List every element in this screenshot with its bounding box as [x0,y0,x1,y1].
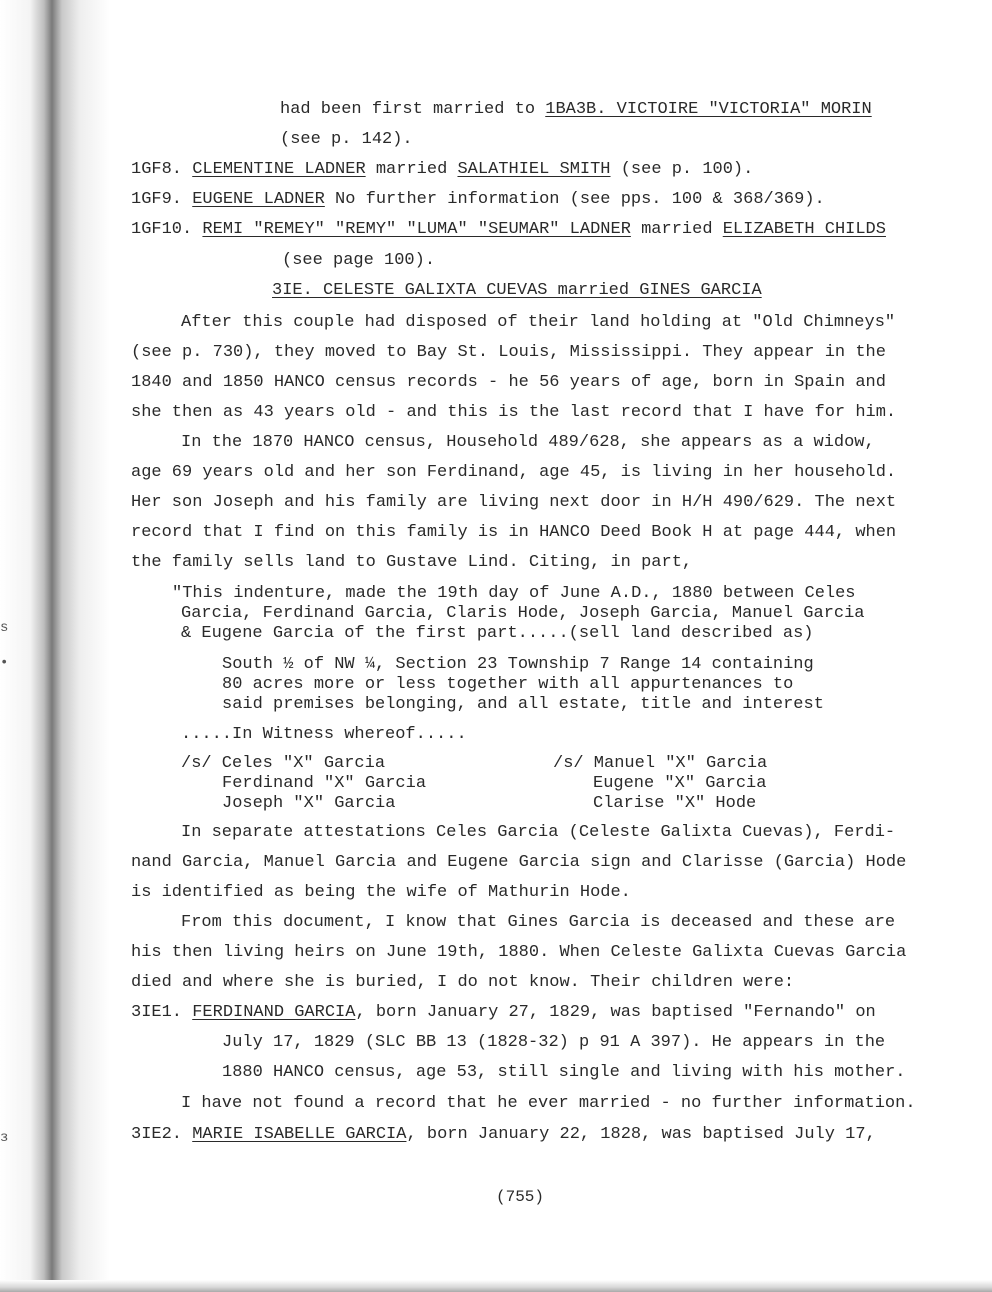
margin-mark: • [0,655,9,671]
quote-line: & Eugene Garcia of the first part.....(sell land described as) [181,624,814,643]
text-line: From this document, I know that Gines Garcia is deceased and these are [181,913,896,932]
quote-line: said premises belonging, and all estate, title and interest [222,695,824,714]
quote-line: .....In Witness whereof..... [181,725,467,744]
scan-binding-shadow [0,0,110,1292]
text-line: nand Garcia, Manuel Garcia and Eugene Garcia sign and Clarisse (Garcia) Hode [131,853,907,872]
section-heading: 3IE. CELESTE GALIXTA CUEVAS married GINES GARCIA [272,281,762,300]
text-line: died and where she is buried, I do not know. Their children were: [131,973,795,992]
text-line: 3IE1. FERDINAND GARCIA, born January 27, 1829, was baptised "Fernando" on [131,1003,876,1022]
text-line: 1880 HANCO census, age 53, still single and living with his mother. [222,1063,906,1082]
text-line: his then living heirs on June 19th, 1880. When Celeste Galixta Cuevas Garcia [131,943,907,962]
page-number: (755) [496,1188,545,1206]
margin-mark: s [0,620,9,636]
text-line: In the 1870 HANCO census, Household 489/628, she appears as a widow, [181,433,875,452]
text-line: After this couple had disposed of their land holding at "Old Chimneys" [181,313,896,332]
quote-line: Garcia, Ferdinand Garcia, Claris Hode, Joseph Garcia, Manuel Garcia [181,604,865,623]
quote-line: "This indenture, made the 19th day of June A.D., 1880 between Celes [172,584,856,603]
text-line: Her son Joseph and his family are living next door in H/H 490/629. The next [131,493,897,512]
scan-bottom-edge [0,1280,992,1292]
signature-line: /s/ Celes "X" Garcia [181,754,386,773]
text-line: she then as 43 years old - and this is the last record that I have for him. [131,403,897,422]
quote-line: South ½ of NW ¼, Section 23 Township 7 Range 14 containing [222,655,814,674]
signature-line: /s/ Manuel "X" Garcia [553,754,768,773]
text-line: (see p. 142). [280,130,413,149]
text-line: is identified as being the wife of Mathurin Hode. [131,883,631,902]
text-line: the family sells land to Gustave Lind. Citing, in part, [131,553,693,572]
text-line: I have not found a record that he ever married - no further information. [181,1094,916,1113]
text-line: record that I find on this family is in HANCO Deed Book H at page 444, when [131,523,897,542]
text-line: had been first married to 1BA3B. VICTOIRE "VICTORIA" MORIN [280,100,872,119]
text-line: (see p. 730), they moved to Bay St. Louis, Mississippi. They appear in the [131,343,886,362]
signature-line: Joseph "X" Garcia [222,794,396,813]
text-line: In separate attestations Celes Garcia (Celeste Galixta Cuevas), Ferdi- [181,823,896,842]
signature-line: Eugene "X" Garcia [593,774,767,793]
signature-line: Ferdinand "X" Garcia [222,774,427,793]
text-line: age 69 years old and her son Ferdinand, age 45, is living in her household. [131,463,897,482]
text-line: (see page 100). [282,251,436,270]
text-line: July 17, 1829 (SLC BB 13 (1828-32) p 91 A 397). He appears in the [222,1033,886,1052]
quote-line: 80 acres more or less together with all appurtenances to [222,675,794,694]
text-line: 1GF9. EUGENE LADNER No further information (see pps. 100 & 368/369). [131,190,825,209]
text-line: 1840 and 1850 HANCO census records - he 56 years of age, born in Spain and [131,373,886,392]
text-line: 1GF10. REMI "REMEY" "REMY" "LUMA" "SEUMAR" LADNER married ELIZABETH CHILDS [131,220,886,239]
margin-mark: ɜ [0,1130,9,1146]
signature-line: Clarise "X" Hode [593,794,757,813]
text-line: 3IE2. MARIE ISABELLE GARCIA, born January 22, 1828, was baptised July 17, [131,1125,876,1144]
text-line: 1GF8. CLEMENTINE LADNER married SALATHIEL SMITH (see p. 100). [131,160,754,179]
